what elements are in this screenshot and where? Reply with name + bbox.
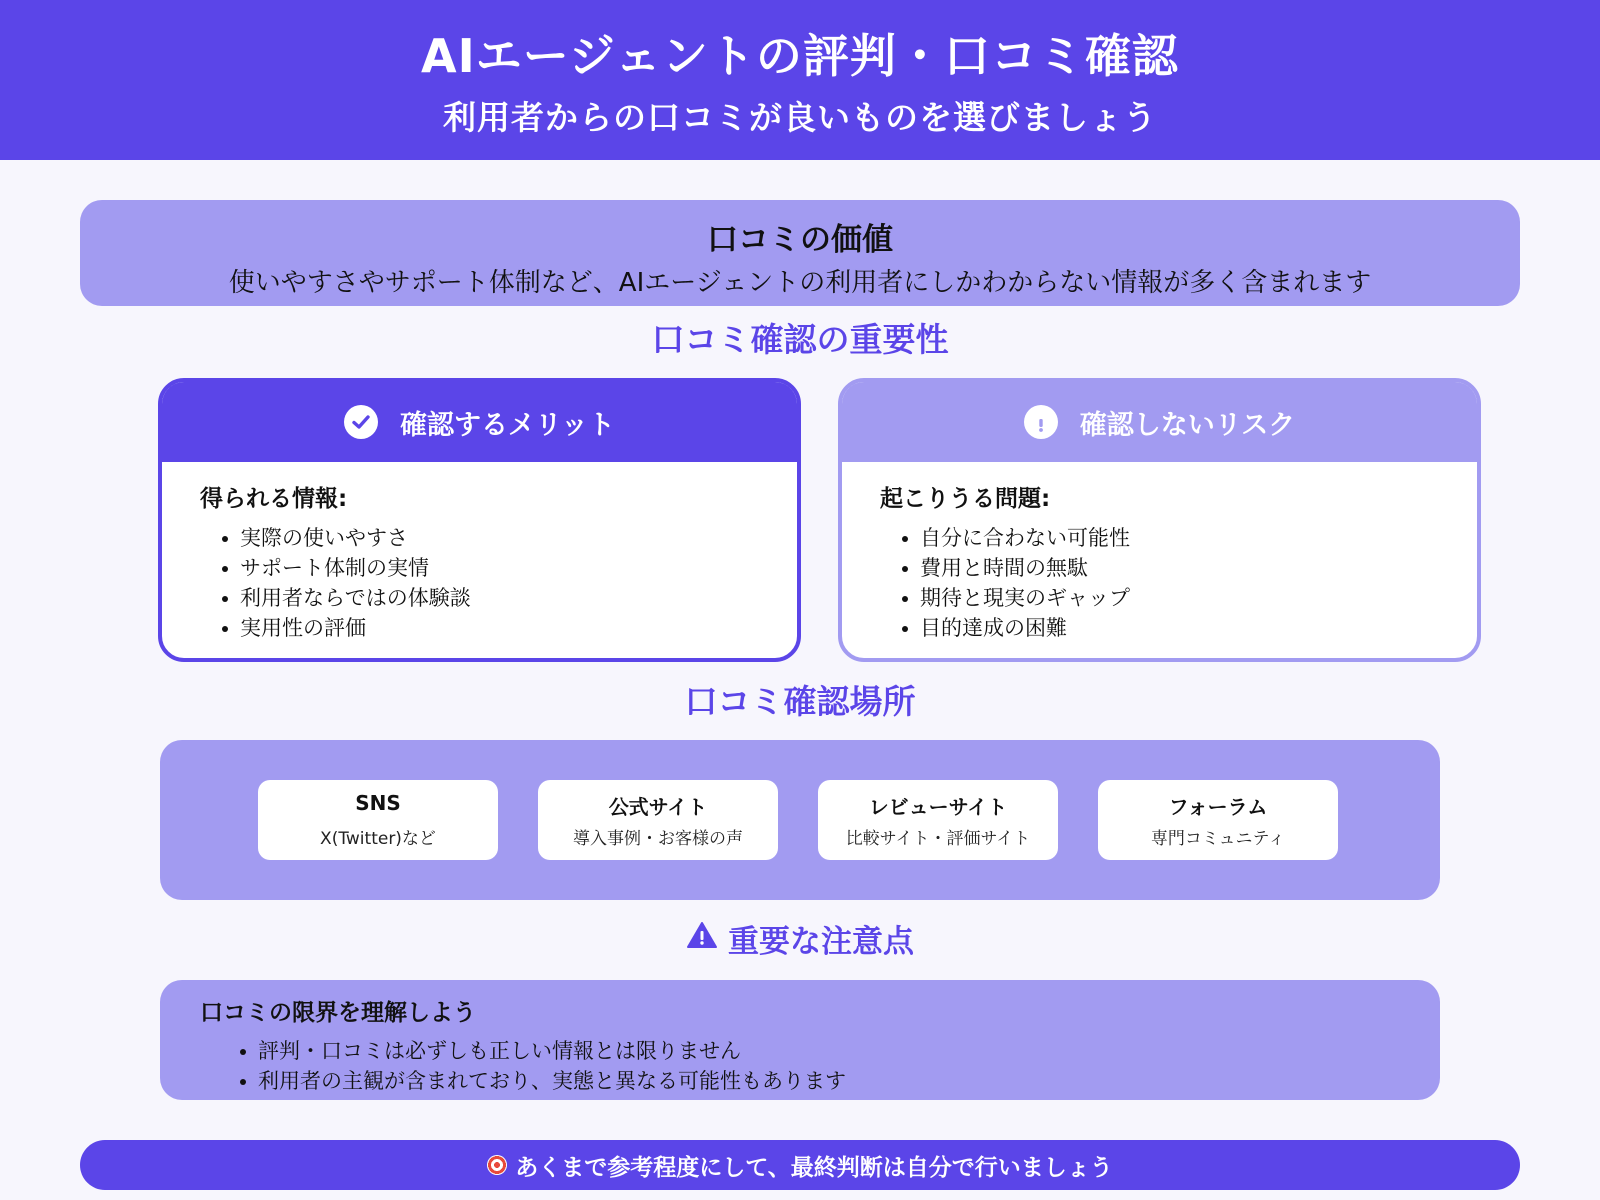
footer-banner <box>80 1140 1520 1190</box>
list-item: 実用性の評価 <box>222 613 777 643</box>
check-circle-icon <box>344 405 378 439</box>
list-item: 実際の使いやすさ <box>222 523 777 553</box>
merit-card-header <box>162 382 797 462</box>
risk-list <box>902 523 1457 643</box>
place-name: SNS <box>355 791 401 815</box>
header-banner <box>0 0 1600 160</box>
list-item: 費用と時間の無駄 <box>902 553 1457 583</box>
merit-card-body <box>200 480 777 643</box>
target-icon <box>487 1155 507 1175</box>
merit-card-title: 確認するメリット <box>400 409 615 441</box>
page-subtitle: 利用者からの口コミが良いものを選びましょう <box>443 98 1157 137</box>
place-name: 公式サイト <box>608 795 708 819</box>
footer-text: あくまで参考程度にして、最終判断は自分で行いましょう <box>515 1154 1113 1181</box>
place-name: フォーラム <box>1168 795 1268 819</box>
caution-box-title: 口コミの限界を理解しよう <box>200 1000 476 1026</box>
places-panel <box>160 740 1440 900</box>
list-item: 期待と現実のギャップ <box>902 583 1457 613</box>
caution-heading-text: 重要な注意点 <box>728 924 914 960</box>
list-item: 利用者の主観が含まれており、実態と異なる可能性もあります <box>240 1066 846 1096</box>
risk-card <box>838 378 1481 662</box>
place-name: レビューサイト <box>868 795 1008 819</box>
place-desc: 導入事例・お客様の声 <box>573 829 743 849</box>
list-item: 自分に合わない可能性 <box>902 523 1457 553</box>
page-title: AIエージェントの評判・口コミ確認 <box>421 29 1179 83</box>
place-desc: 専門コミュニティ <box>1150 829 1286 849</box>
merit-body-title: 得られる情報: <box>200 486 348 512</box>
risk-card-header <box>842 382 1477 462</box>
place-desc: X(Twitter)など <box>320 829 436 849</box>
place-card-review <box>818 780 1058 860</box>
place-card-sns <box>258 780 498 860</box>
caution-heading <box>0 916 1600 961</box>
risk-card-body <box>880 480 1457 643</box>
caution-box <box>160 980 1440 1100</box>
place-card-forum <box>1098 780 1338 860</box>
list-item: 評判・口コミは必ずしも正しい情報とは限りません <box>240 1036 846 1066</box>
value-text: 使いやすさやサポート体制など、AIエージェントの利用者にしかわからない情報が多く含まれます <box>228 268 1372 298</box>
value-title: 口コミの価値 <box>707 222 893 258</box>
merit-card <box>158 378 801 662</box>
place-desc: 比較サイト・評価サイト <box>845 829 1031 849</box>
warning-triangle-icon <box>686 921 718 957</box>
place-card-official <box>538 780 778 860</box>
places-heading: 口コミ確認場所 <box>684 682 916 721</box>
list-item: 利用者ならではの体験談 <box>222 583 777 613</box>
caution-list <box>240 1036 846 1096</box>
list-item: サポート体制の実情 <box>222 553 777 583</box>
exclamation-circle-icon <box>1024 405 1058 439</box>
list-item: 目的達成の困難 <box>902 613 1457 643</box>
risk-card-title: 確認しないリスク <box>1079 409 1296 441</box>
risk-body-title: 起こりうる問題: <box>880 486 1051 512</box>
merit-list <box>222 523 777 643</box>
value-box <box>80 200 1520 306</box>
importance-heading: 口コミ確認の重要性 <box>651 320 949 359</box>
